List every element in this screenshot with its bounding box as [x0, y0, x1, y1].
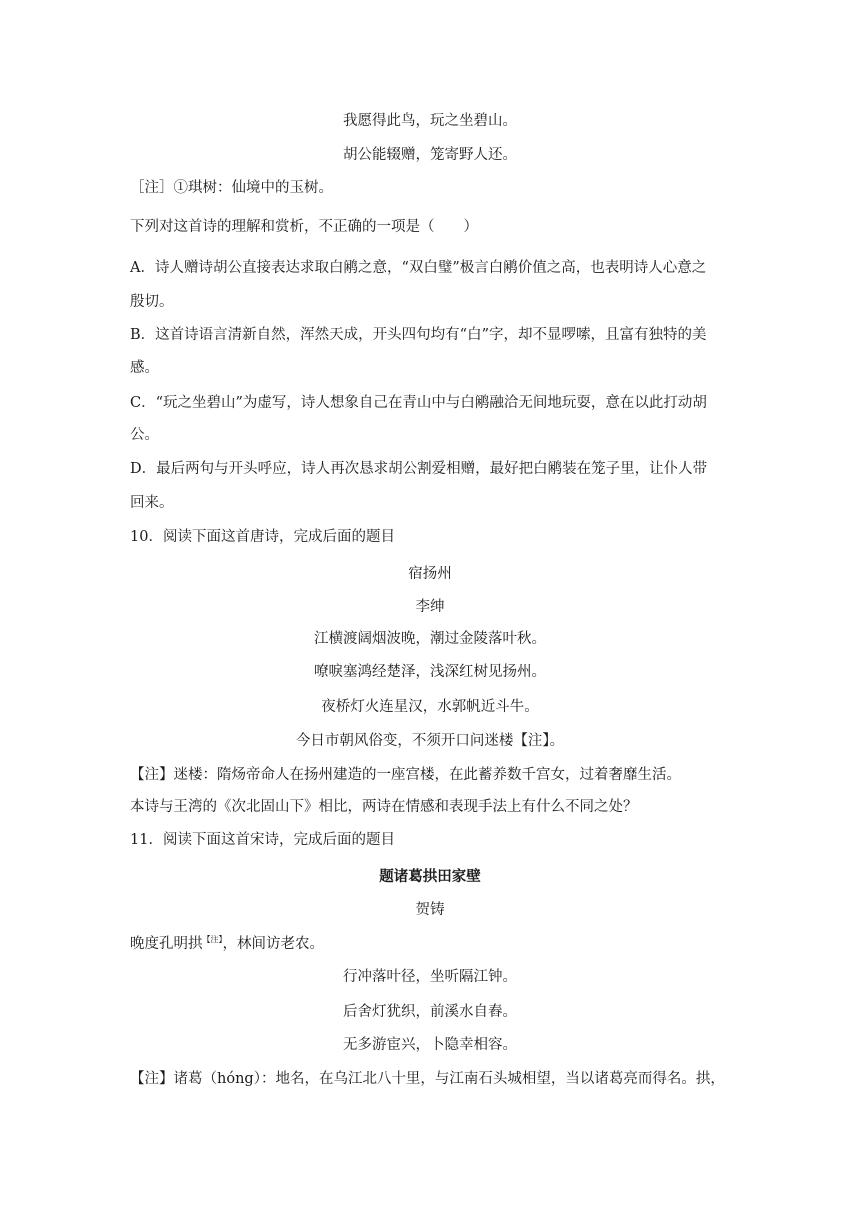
option-d-line-2: 回来。: [130, 495, 174, 511]
poem-line: 嘹唳塞鸿经楚泽，浅深红树见扬州。: [314, 664, 546, 680]
footnote: 【注】迷楼：隋炀帝命人在扬州建造的一座宫楼，在此蓄养数千宫女，过着奢靡生活。: [130, 767, 681, 783]
poem-first-line-part-b: ，林间访老农。: [222, 936, 324, 952]
option-b-line-2: 感。: [130, 360, 159, 376]
question-10-stem: 本诗与王湾的《次北固山下》相比，两诗在情感和表现手法上有什么不同之处？: [130, 799, 638, 815]
poem-line: 行冲落叶径，坐听隔江钟。: [343, 969, 517, 985]
poem-line: 胡公能辍赠，笼寄野人还。: [343, 147, 517, 163]
poem-author: 贺铸: [415, 902, 445, 918]
poem-line: 今日市朝风俗变，不须开口问迷楼【注】。: [295, 733, 565, 749]
poem-line: 无多游宦兴，卜隐幸相容。: [343, 1037, 517, 1053]
poem-author: 李绅: [415, 599, 445, 615]
poem-line: 夜桥灯火连星汉，水郭帆近斗牛。: [321, 699, 539, 715]
question-10-heading: 10．阅读下面这首唐诗，完成后面的题目: [130, 529, 395, 545]
question-9-stem: 下列对这首诗的理解和赏析，不正确的一项是（ ）: [130, 219, 478, 235]
footnote: ［注］①琪树：仙境中的玉树。: [130, 180, 333, 196]
poem-first-line: [130, 934, 324, 954]
poem-line: 后舍灯犹织，前溪水自舂。: [343, 1004, 517, 1020]
option-c-line-2: 公。: [130, 427, 159, 443]
poem-title: 题诸葛拱田家壁: [379, 868, 481, 885]
option-b-line-1: B．这首诗语言清新自然，浑然天成，开头四句均有“白”字，却不显啰嗦，且富有独特的美: [130, 327, 707, 343]
poem-title: 宿扬州: [408, 566, 452, 582]
poem-line: 我愿得此鸟，玩之坐碧山。: [343, 113, 517, 129]
poem-line: 江横渡阔烟波晚，潮过金陵落叶秋。: [314, 631, 546, 647]
poem-first-line-part-a: 晚度孔明拱: [130, 936, 203, 952]
note-marker: 【注】: [202, 935, 223, 945]
question-11-heading: 11．阅读下面这首宋诗，完成后面的题目: [130, 832, 395, 848]
option-a-line-2: 殷切。: [130, 294, 174, 310]
option-d-line-1: D．最后两句与开头呼应，诗人再次恳求胡公割爱相赠，最好把白鹇装在笼子里，让仆人带: [130, 461, 708, 477]
option-c-line-1: C．“玩之坐碧山”为虚写，诗人想象自己在青山中与白鹇融洽无间地玩耍，意在以此打动胡: [130, 395, 707, 411]
footnote: 【注】诸葛（hóng）：地名，在乌江北八十里，与江南石头城相望，当以诸葛亮而得名。拱，: [130, 1071, 725, 1087]
option-a-line-1: A．诗人赠诗胡公直接表达求取白鹇之意，“双白璧”极言白鹇价值之高，也表明诗人心意之: [130, 260, 707, 276]
